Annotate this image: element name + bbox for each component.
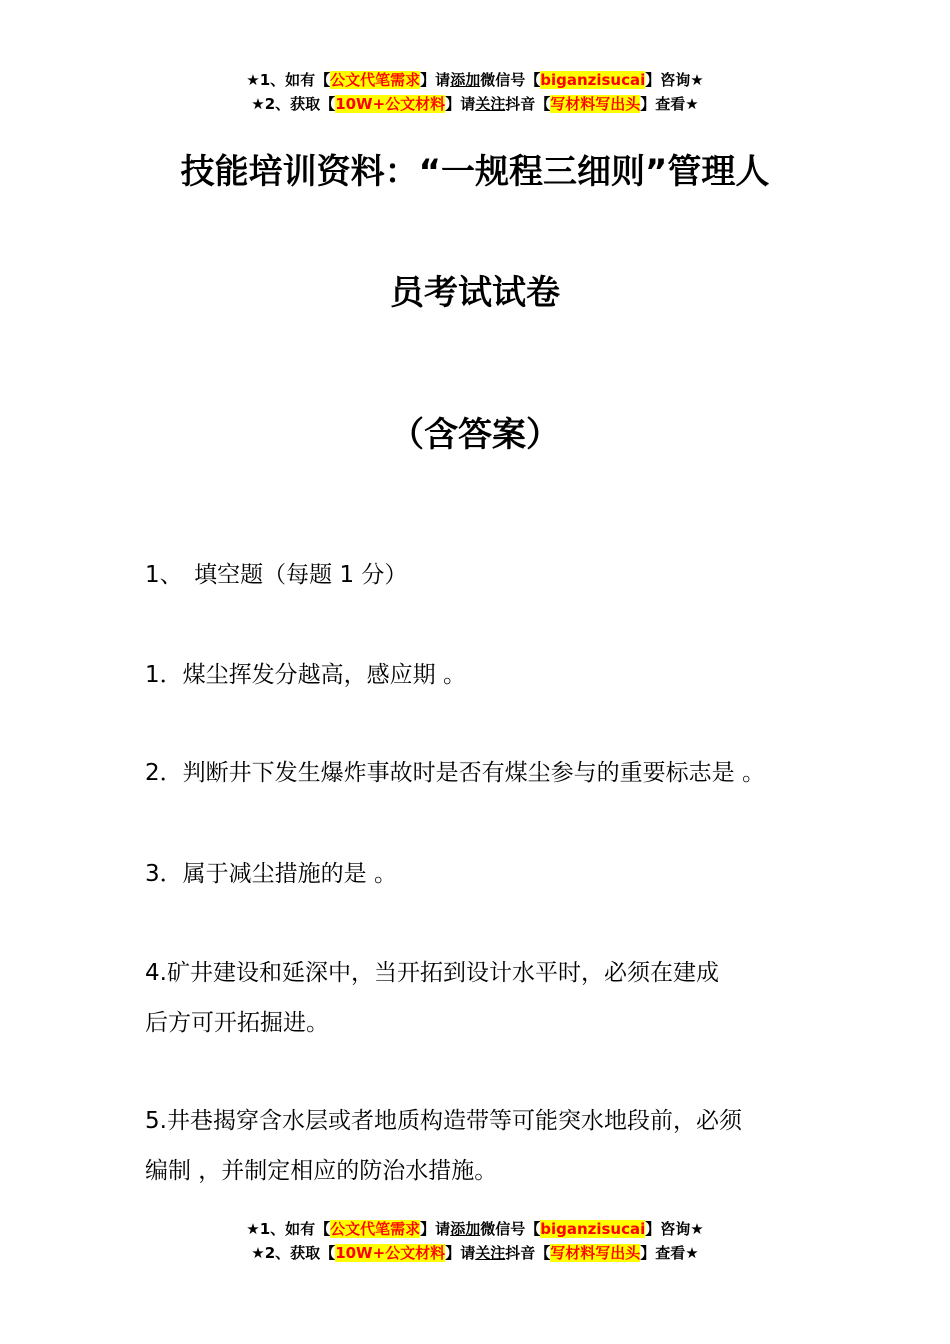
highlight-douyin: 写材料写出头	[550, 95, 641, 113]
highlight-materials: 10W+公文材料	[335, 1244, 446, 1262]
question-2: 2．判断井下发生爆炸事故时是否有煤尘参与的重要标志是 。	[145, 760, 765, 786]
question-1: 1．煤尘挥发分越高，感应期 。	[145, 662, 466, 688]
highlight-douyin: 写材料写出头	[550, 1244, 641, 1262]
highlight-materials: 10W+公文材料	[335, 95, 446, 113]
question-4-line-2: 后方可开拓掘进。	[145, 1010, 329, 1036]
question-5-line-1: 5.井巷揭穿含水层或者地质构造带等可能突水地段前，必须	[145, 1108, 742, 1134]
footer-banner	[0, 1217, 950, 1265]
question-5-line-2: 编制 ，并制定相应的防治水措施。	[145, 1158, 498, 1184]
question-4-line-1: 4.矿井建设和延深中，当开拓到设计水平时，必须在建成	[145, 960, 719, 986]
page-title-line-2: 员考试试卷	[390, 273, 560, 313]
header-banner	[0, 68, 950, 116]
page-title-line-3: （含答案）	[390, 415, 560, 455]
footer-line-2: ★2、获取【10W+公文材料】请关注抖音【写材料写出头】查看★	[251, 1244, 699, 1262]
highlight-service: 公文代笔需求	[330, 1220, 421, 1238]
highlight-wechat-id: biganzisucai	[540, 71, 646, 89]
banner-line-2: ★2、获取【10W+公文材料】请关注抖音【写材料写出头】查看★	[251, 95, 699, 113]
question-3: 3．属于减尘措施的是 。	[145, 861, 397, 887]
banner-line-1: ★1、如有【公文代笔需求】请添加微信号【biganzisucai】咨询★	[246, 71, 704, 89]
page-title-line-1: 技能培训资料：“一规程三细则”管理人	[180, 152, 770, 192]
footer-line-1: ★1、如有【公文代笔需求】请添加微信号【biganzisucai】咨询★	[246, 1220, 704, 1238]
section-heading: 1、 填空题（每题 1 分）	[145, 562, 408, 588]
highlight-wechat-id: biganzisucai	[540, 1220, 646, 1238]
highlight-service: 公文代笔需求	[330, 71, 421, 89]
